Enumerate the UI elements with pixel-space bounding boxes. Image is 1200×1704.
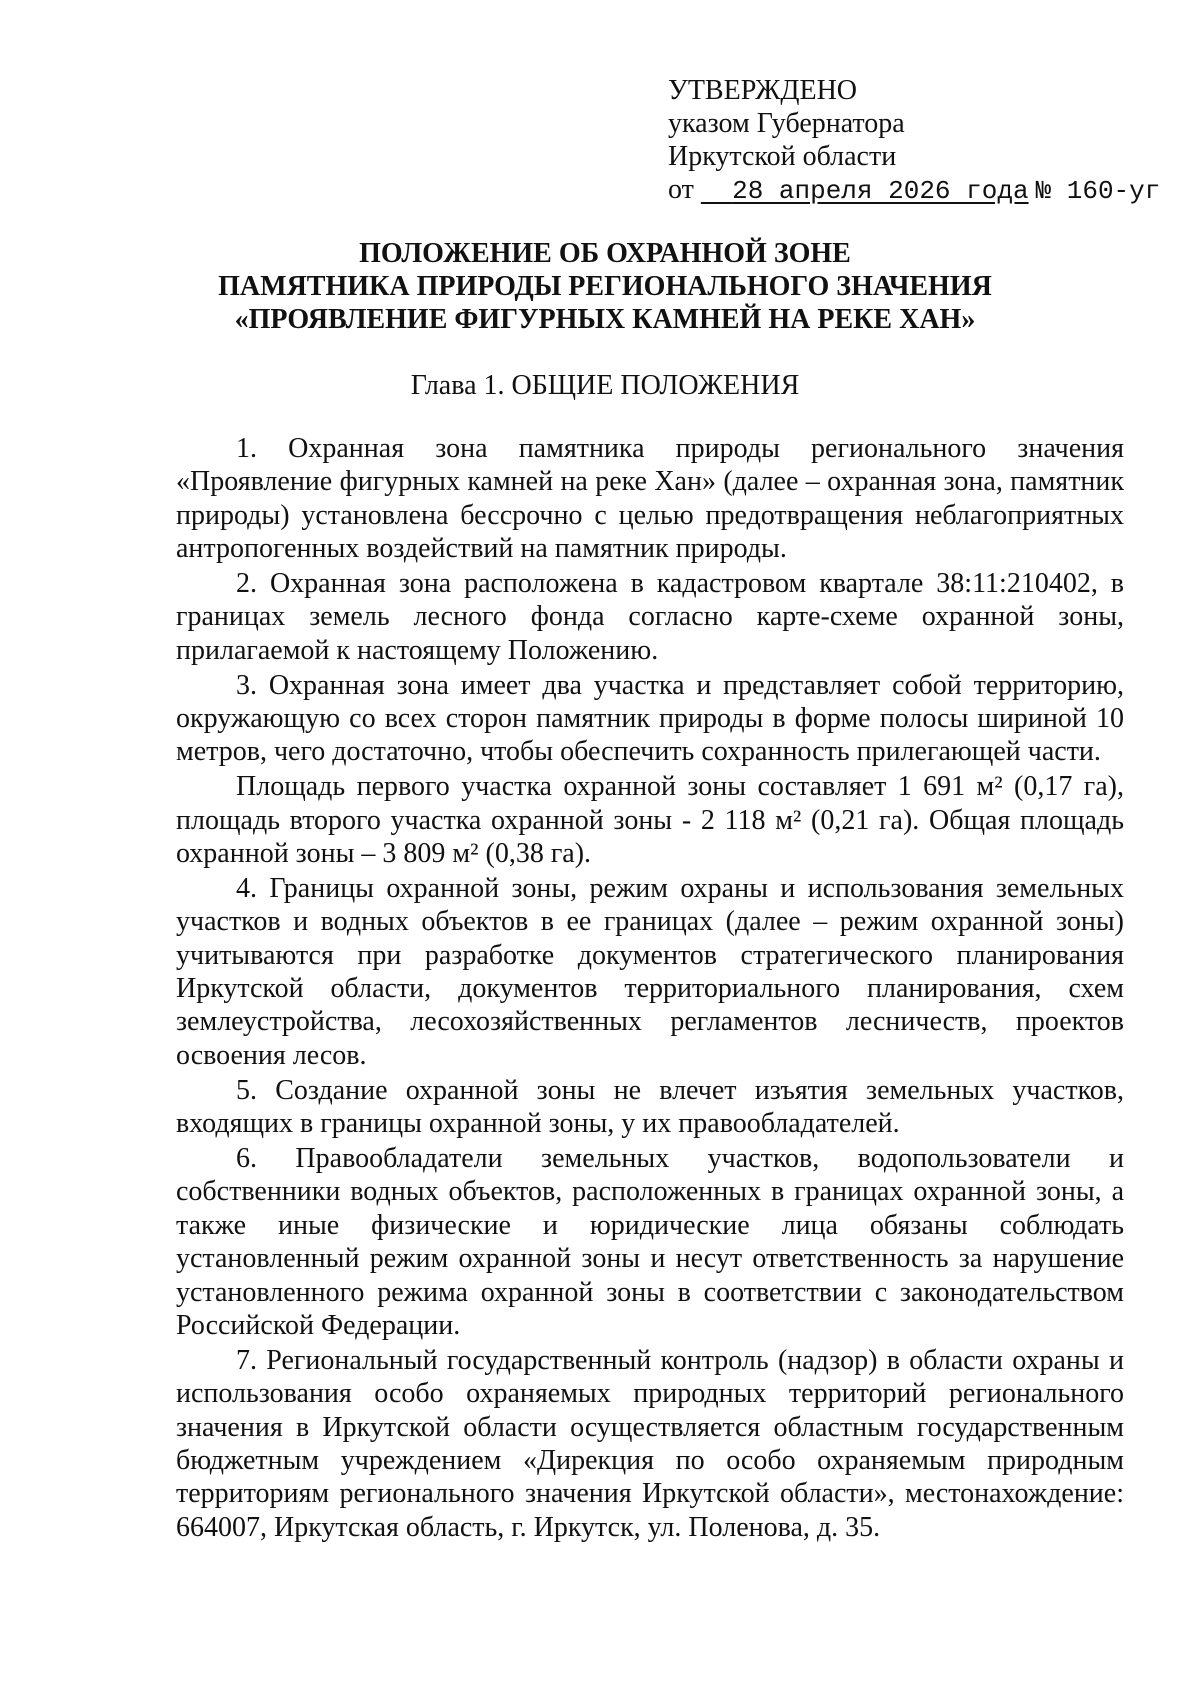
approval-date-value	[701, 176, 1029, 206]
paragraph-7: 7. Региональный государственный контроль (надзор) в области охраны и использования особо охраняемых природных территорий регионального значения в Иркутской области осуществляется областным государственным бюджетным учреждением «Дирекция по особо охраняемым природным территориям регионального значения Иркутской области», местонахождение: 664007, Иркутская область, г. Иркутск, ул. Поленова, д. 35.	[176, 1344, 1124, 1543]
approval-date-text: 28 апреля 2026 года	[732, 176, 1029, 206]
chapter-heading: Глава 1. ОБЩИЕ ПОЛОЖЕНИЯ	[410, 370, 800, 401]
approval-stamp	[668, 74, 1160, 208]
document-title	[170, 237, 1040, 336]
approval-authority: указом Губернатора	[668, 108, 905, 139]
paragraph-3-area: Площадь первого участка охранной зоны составляет 1 691 м² (0,17 га), площадь второго участка охранной зоны - 2 118 м² (0,21 га). Общая площадь охранной зоны – 3 809 м² (0,38 га).	[176, 771, 1124, 870]
title-line-1: ПОЛОЖЕНИЕ ОБ ОХРАННОЙ ЗОНЕ	[359, 238, 851, 269]
paragraph-3: 3. Охранная зона имеет два участка и представляет собой территорию, окружающую со всех сторон памятник природы в форме полосы шириной 10 метров, чего достаточно, чтобы обеспечить сохранность прилегающей части.	[176, 669, 1124, 768]
paragraph-4: 4. Границы охранной зоны, режим охраны и использования земельных участков и водных объектов в ее границах (далее – режим охранной зоны) учитываются при разработке документов стратегического планирования Иркутской области, документов территориального планирования, схем землеустройства, лесохозяйственных регламентов лесничеств, проектов освоения лесов.	[176, 872, 1124, 1071]
paragraph-2: 2. Охранная зона расположена в кадастровом квартале 38:11:210402, в границах земель лесного фонда согласно карте-схеме охранной зоны, прилагаемой к настоящему Положению.	[176, 568, 1124, 666]
approval-date-line	[668, 173, 1160, 208]
paragraph-5: 5. Создание охранной зоны не влечет изъятия земельных участков, входящих в границы охранной зоны, у их правообладателей.	[176, 1074, 1124, 1140]
title-line-3: «ПРОЯВЛЕНИЕ ФИГУРНЫХ КАМНЕЙ НА РЕКЕ ХАН»	[234, 304, 976, 335]
paragraph-1: 1. Охранная зона памятника природы регионального значения «Проявление фигурных камней на реке Хан» (далее – охранная зона, памятник природы) установлена бессрочно с целью предотвращения неблагоприятных антропогенных воздействий на памятник природы.	[176, 433, 1124, 565]
title-line-2: ПАМЯТНИКА ПРИРОДЫ РЕГИОНАЛЬНОГО ЗНАЧЕНИЯ	[218, 271, 992, 302]
approval-region: Иркутской области	[668, 141, 897, 172]
approval-date-prefix: от	[668, 174, 694, 205]
approval-number: № 160-уг	[1035, 176, 1161, 206]
approval-heading: УТВЕРЖДЕНО	[668, 75, 858, 106]
document-body	[176, 432, 1124, 1546]
paragraph-6: 6. Правообладатели земельных участков, водопользователи и собственники водных объектов, расположенных в границах охранной зоны, а также иные физические и юридические лица обязаны соблюдать установленный режим охранной зоны и несут ответственность за нарушение установленного режима охранной зоны в соответствии с законодательством Российской Федерации.	[176, 1142, 1124, 1341]
